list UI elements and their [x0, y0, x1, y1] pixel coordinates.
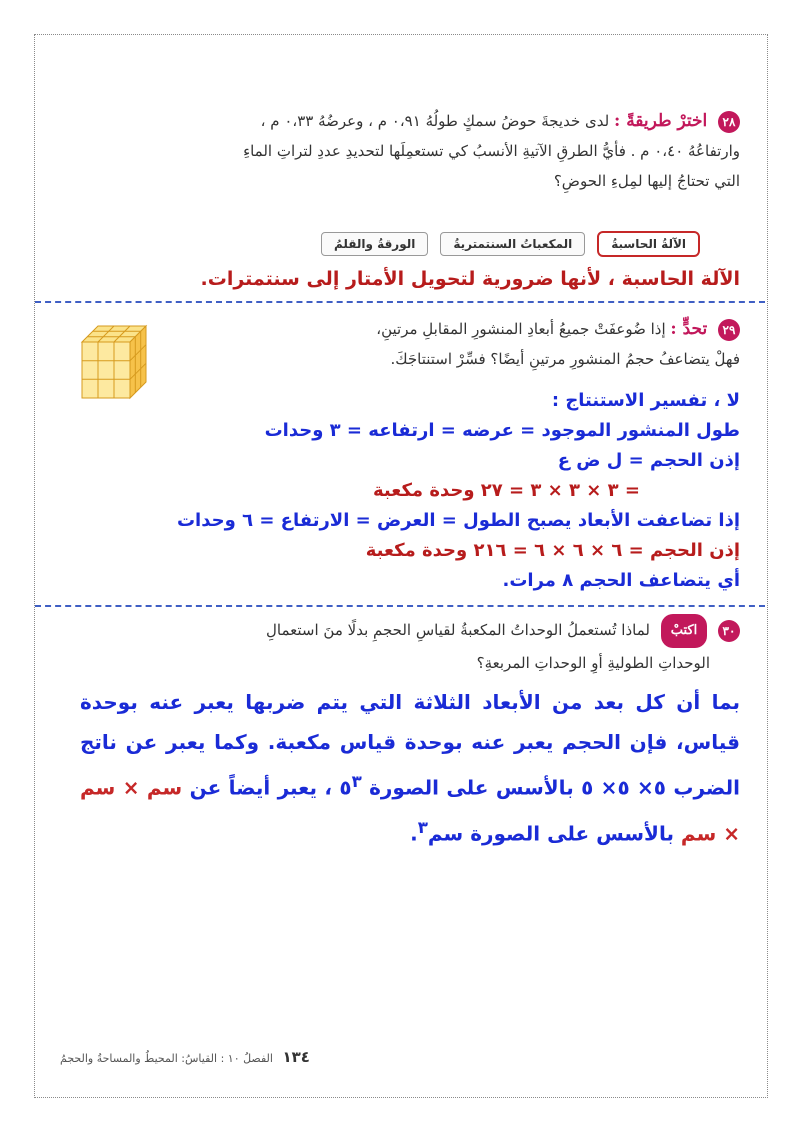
answer-30-end: . — [410, 821, 418, 846]
question-30-line-1 — [120, 614, 740, 648]
question-number-28: ٢٨ — [718, 111, 740, 133]
answer-29-line-2: طول المنشور الموجود = عرضه = ارتفاعه = ٣ وحدات — [264, 420, 740, 441]
answer-30-exponent-1: ٣ — [351, 772, 362, 791]
answer-29-line-6: إذن الحجم = ٦ × ٦ × ٦ = ٢١٦ وحدة مكعبة — [365, 540, 740, 561]
question-28-line-2: وارتفاعُهُ ٠،٤٠ م . فأيُّ الطرقِ الآتيةِ الأنسبُ كي تستعمِلَها لتحديدِ عددِ لتراتِ الماءِ — [243, 142, 740, 160]
divider-1 — [35, 301, 765, 303]
answer-29-line-5: إذا تضاعفت الأبعاد يصبح الطول = العرض = الارتفاع = ٦ وحدات — [176, 510, 740, 531]
question-28-line-1 — [120, 106, 740, 136]
question-28-text-1: لدى خديجةَ حوضُ سمكٍ طولُهُ ٠،٩١ م ، وعرضُهُ ٠،٣٣ م ، — [260, 112, 610, 130]
question-30-text-1: لماذا تُستعملُ الوحداتُ المكعبةُ لقياسِ الحجمِ بدلًا منَ استعمالِ — [266, 621, 650, 639]
question-29 — [120, 314, 740, 374]
chapter-title: الفصلُ ١٠ : القياسُ: المحيطُ والمساحةُ والحجمُ — [60, 1052, 273, 1065]
method-options — [321, 231, 700, 257]
answer-29-line-1: لا ، تفسير الاستنتاج : — [551, 390, 740, 411]
answer-29-line-3: إذن الحجم = ل ض ع — [557, 450, 740, 471]
answer-30-part-2: ، يعبر أيضاً عن — [182, 775, 340, 800]
question-30-line-2: الوحداتِ الطوليةِ أوِ الوحداتِ المربعةِ؟ — [476, 654, 710, 672]
question-30 — [120, 614, 740, 678]
answer-30-units: سم × سم × سم — [80, 775, 740, 846]
option-centimeter-cubes[interactable]: المكعباتُ السنتمتريةُ — [440, 232, 585, 256]
question-29-label: تحدٍّ : — [670, 319, 708, 339]
question-number-30: ٣٠ — [718, 620, 740, 642]
answer-28: الآلة الحاسبة ، لأنها ضرورية لتحويل الأمتار إلى سنتمترات. — [200, 268, 740, 290]
answer-30-exponent-2: ٣ — [417, 817, 428, 837]
question-29-line-1 — [120, 314, 740, 344]
question-28-label: اخترْ طريقةً : — [614, 111, 708, 131]
question-28 — [120, 106, 740, 196]
answer-29-line-4: = ٣ × ٣ × ٣ = ٢٧ وحدة مكعبة — [373, 480, 640, 501]
write-label: اكتبْ — [661, 614, 708, 648]
answer-30-part-1: بما أن كل بعد من الأبعاد الثلاثة التي يتم ضربها يعبر عنه بوحدة قياس، فإن الحجم يعبر عنه بوحدة قياس مكعبة. وكما يعبر عن ناتج الضرب ٥× ٥× ٥ بالأسس على الصورة ٥ — [80, 690, 741, 800]
page-number: ١٣٤ — [282, 1048, 310, 1066]
question-number-29: ٢٩ — [718, 319, 740, 341]
question-29-text-1: إذا ضُوعفَتْ جميعُ أبعادِ المنشورِ المقابلِ مرتينِ، — [376, 320, 666, 338]
question-28-line-3: التي تحتاجُ إليها لمِلءِ الحوضِ؟ — [553, 172, 740, 190]
divider-2 — [35, 605, 765, 607]
answer-29-line-7: أي يتضاعف الحجم ٨ مرات. — [502, 570, 740, 591]
answer-30 — [80, 682, 740, 853]
option-paper-pencil[interactable]: الورقةُ والقلمُ — [321, 232, 428, 256]
page-footer — [60, 1048, 310, 1066]
answer-30-part-3: بالأسس على الصورة سم — [427, 821, 681, 846]
option-calculator[interactable]: الآلةُ الحاسبةُ — [597, 231, 700, 257]
question-29-line-2: فهلْ يتضاعفُ حجمُ المنشورِ مرتينِ أيضًا؟ فسِّرْ استنتاجَكَ. — [390, 350, 740, 368]
